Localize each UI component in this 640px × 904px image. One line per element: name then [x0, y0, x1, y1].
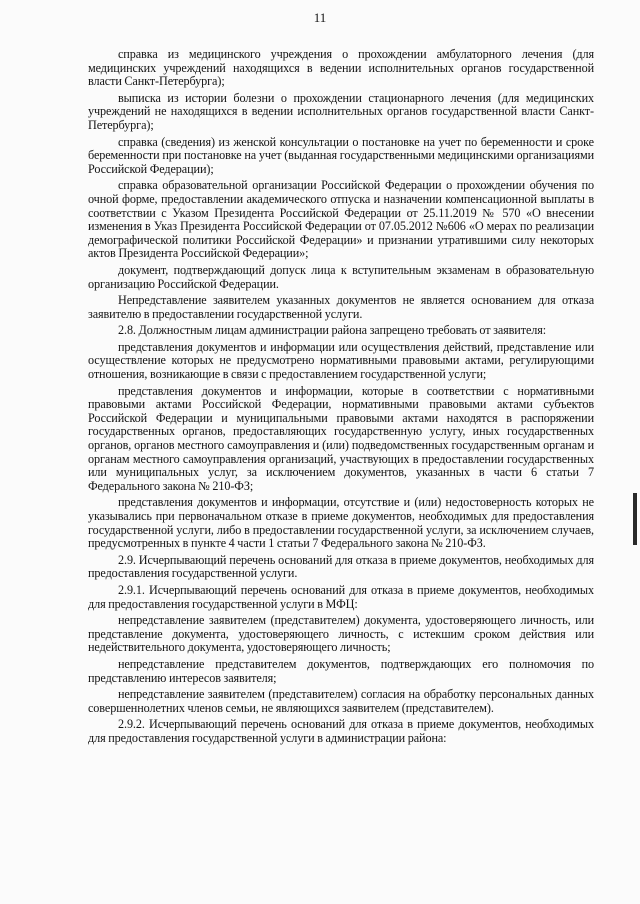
section-heading-2-9-2: 2.9.2. Исчерпывающий перечень оснований для отказа в приеме документов, необходимых для предоставления государственной услуги в администрации района: [88, 717, 594, 745]
page-number: 11 [313, 10, 327, 25]
paragraph: представления документов и информации, которые в соответствии с нормативными правовыми актами Российской Федерации, нормативными правовыми актами субъектов Российской Федерации и муниципальными правовыми актами находятся в распоряжении государственных органов, предоставляющих государственную услугу, иных государственных органов, органов местного самоуправления и (или) подведомственных государственным органам и органам местного самоуправления организаций, участвующих в предоставлении государственных или муниципальных услуг, за исключением документов, указанных в части 6 статьи 7 Федерального закона № 210-ФЗ; [88, 383, 594, 493]
section-heading-2-8: 2.8. Должностным лицам администрации района запрещено требовать от заявителя: [118, 323, 547, 338]
paragraph: представления документов и информации, отсутствие и (или) недостоверность которых не указывались при первоначальном отказе в приеме документов, необходимых для предоставления государственной услуги, либо в предоставлении государственной услуги, за исключением случаев, предусмотренных в пункте 4 части 1 статьи 7 Федерального закона № 210-ФЗ. [88, 495, 594, 551]
section-heading-2-9-1: 2.9.1. Исчерпывающий перечень оснований для отказа в приеме документов, необходимых для предоставления государственной услуги в МФЦ: [88, 582, 594, 611]
paragraph: непредставление заявителем (представителем) согласия на обработку персональных данных совершеннолетних членов семьи, не являющихся заявителем (представителем). [88, 687, 594, 715]
paragraph: представления документов и информации или осуществления действий, представление или осуществление которых не предусмотрено нормативными правовыми актами, регулирующими отношения, возникающие в связи с предоставлением государственной услуги; [88, 339, 594, 382]
section-heading-2-9: 2.9. Исчерпывающий перечень оснований для отказа в приеме документов, необходимых для предоставления государственной услуги. [88, 552, 594, 581]
scan-edge-mark [633, 493, 637, 545]
paragraph: непредставление представителем документов, подтверждающих его полномочия по представлению интересов заявителя; [88, 656, 594, 685]
paragraph: выписка из истории болезни о прохождении стационарного лечения (для медицинских учреждений не находящихся в ведении исполнительных органов государственной власти Санкт-Петербурга); [88, 90, 594, 132]
paragraph: справка образовательной организации Российской Федерации о прохождении обучения по очной форме, предоставлении академического отпуска и назначении компенсационной выплаты в соответствии с Указом Президента Российской Федерации от 25.11.2019 № 570 «О внесении изменения в Указ Президента Российской Федерации от 07.05.2012 №606 «О мерах по реализации демографической политики Российской Федерации» и признании утратившими силу некоторых актов Президента Российской Федерации»; [88, 178, 594, 261]
paragraph: справка (сведения) из женской консультации о постановке на учет по беременности и сроке беременности при постановке на учет (выданная государственными медицинскими организациями Российской Федерации); [88, 134, 594, 176]
paragraph: непредставление заявителем (представителем) документа, удостоверяющего личность, или представление документа, удостоверяющего личность, с истекшим сроком действия или недействительного документа, удостоверяющего личность; [88, 613, 594, 655]
paragraph: Непредставление заявителем указанных документов не является основанием для отказа заявителю в предоставлении государственной услуги. [88, 293, 594, 321]
document-body [88, 48, 594, 749]
paragraph: документ, подтверждающий допуск лица к вступительным экзаменам в образовательную организацию Российской Федерации. [88, 262, 594, 291]
paragraph: справка из медицинского учреждения о прохождении амбулаторного лечения (для медицинских учреждений находящихся в ведении исполнительных органов государственной власти Санкт-Петербурга); [88, 47, 594, 89]
